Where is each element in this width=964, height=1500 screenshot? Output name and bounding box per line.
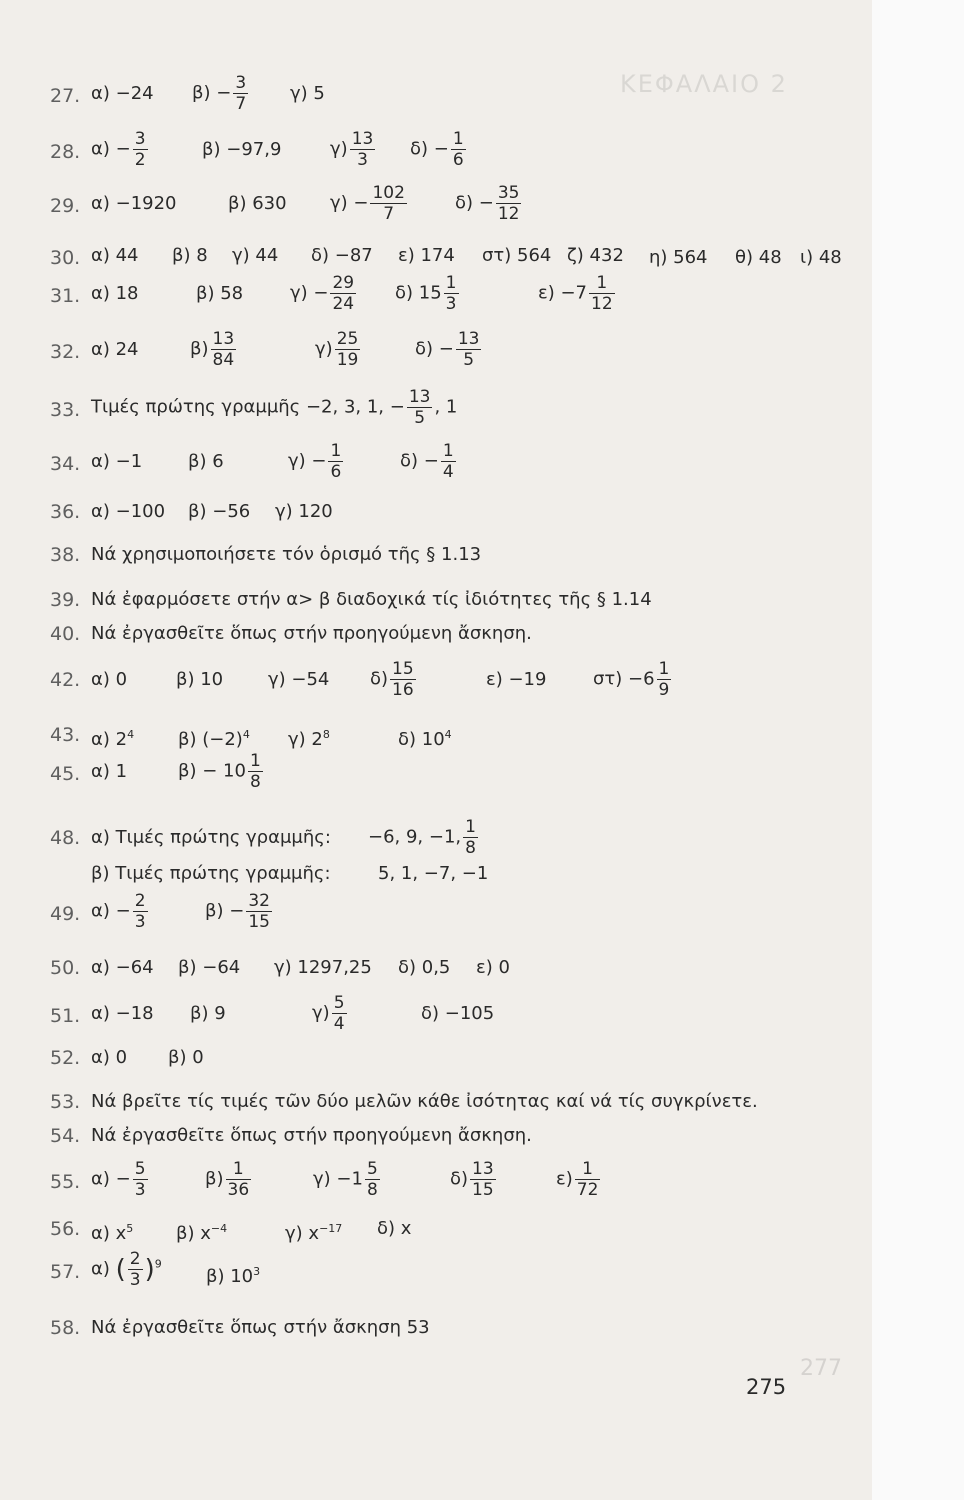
answer-text: Νά ἐργασθεῖτε ὅπως στήν προηγούμενη ἄσκηση.	[91, 1125, 532, 1146]
answer-c: γ) $\frac{25}{19}$	[315, 329, 359, 370]
answer-b: β) − $\frac{32}{15}$	[205, 891, 270, 932]
exercise-31	[0, 274, 880, 314]
answer-b: β) $x^{-4}$	[176, 1222, 228, 1244]
exercise-number: 29.	[50, 195, 81, 217]
answer-z: ζ) 432	[567, 245, 624, 266]
exercise-57	[0, 1250, 880, 1290]
answer-e: ε) 0	[476, 957, 510, 978]
answer-st: στ) 564	[482, 245, 552, 266]
answer-d: δ) x	[377, 1218, 412, 1239]
answer-a: α) − $\frac{3}{2}$	[91, 129, 146, 170]
answer-a: α) −24	[91, 83, 154, 104]
answer-c: γ) − $\frac{1}{6}$	[288, 441, 342, 482]
exercise-number: 57.	[50, 1261, 81, 1283]
answer-d: δ) 15 $\frac{1}{3}$	[395, 273, 457, 314]
answer-a: α) 44	[91, 245, 139, 266]
answer-b: β) 630	[228, 193, 287, 214]
answer-c: γ) 5	[290, 83, 325, 104]
exercise-number: 48.	[50, 827, 81, 849]
page-number: 275	[746, 1375, 787, 1399]
answer-d: δ) 0,5	[398, 957, 451, 978]
exercise-number: 33.	[50, 399, 81, 421]
answer-c: γ) $x^{-17}$	[285, 1222, 343, 1244]
answer-h: η) 564	[649, 247, 708, 268]
exercise-48	[0, 816, 880, 886]
answer-c: γ) − $\frac{102}{7}$	[330, 183, 405, 224]
answer-a: α) 0	[91, 1047, 128, 1068]
answer-a-values: −6, 9, −1, $\frac{1}{8}$	[368, 817, 476, 858]
exercise-number: 56.	[50, 1218, 81, 1240]
exercise-number: 54.	[50, 1125, 81, 1147]
answer-b: β) $\frac{1}{36}$	[205, 1159, 250, 1200]
answer-d: δ) −105	[421, 1003, 495, 1024]
answer-text: Νά βρεῖτε τίς τιμές τῶν δύο μελῶν κάθε ἰσότητας καί νά τίς συγκρίνετε.	[91, 1091, 758, 1112]
answer-a: α) − $\frac{2}{3}$	[91, 891, 146, 932]
answer-a: α) $x^5$	[91, 1222, 134, 1244]
answer-e: ε) −7 $\frac{1}{12}$	[538, 273, 613, 314]
exercise-number: 53.	[50, 1091, 81, 1113]
answer-b: β) 8	[172, 245, 208, 266]
answer-c: γ) $2^8$	[288, 728, 330, 750]
answer-b: β) 6	[188, 451, 224, 472]
answer-th: θ) 48	[735, 247, 782, 268]
exercise-49	[0, 892, 880, 932]
exercise-50	[0, 956, 880, 996]
exercise-number: 52.	[50, 1047, 81, 1069]
exercise-32	[0, 330, 880, 370]
exercise-number: 27.	[50, 85, 81, 107]
answer-d: δ) − $\frac{1}{6}$	[410, 129, 464, 170]
answer-a: α) −1	[91, 451, 143, 472]
answer-i: ι) 48	[800, 247, 842, 268]
exercise-number: 43.	[50, 724, 81, 746]
answer-d: δ) $\frac{13}{15}$	[450, 1159, 494, 1200]
answer-b: β) $\frac{13}{84}$	[190, 329, 235, 370]
exercise-38	[0, 543, 880, 583]
exercise-54	[0, 1124, 880, 1164]
answer-a: α) −64	[91, 957, 154, 978]
exercise-number: 50.	[50, 957, 81, 979]
exercise-number: 36.	[50, 501, 81, 523]
exercise-40	[0, 622, 880, 662]
answer-b: β) −56	[188, 501, 251, 522]
answer-b: β) 10	[176, 669, 224, 690]
exercise-number: 40.	[50, 623, 81, 645]
answer-e: ε) 174	[398, 245, 455, 266]
exercise-33	[0, 388, 880, 428]
answer-text: Νά ἐργασθεῖτε ὅπως στήν προηγούμενη ἄσκηση.	[91, 623, 532, 644]
answer-c: γ) 120	[275, 501, 333, 522]
answer-b: β) − 10 $\frac{1}{8}$	[178, 751, 261, 792]
exercise-34	[0, 442, 880, 482]
answer-d: δ) −87	[311, 245, 373, 266]
answer-b: β) 0	[168, 1047, 204, 1068]
answer-a: α) − $\frac{5}{3}$	[91, 1159, 146, 1200]
answer-a: α) ( $\frac{2}{3}$ )$^9$	[91, 1249, 162, 1290]
answer-d: δ) $10^4$	[398, 728, 452, 750]
answer-b-label: β) Τιμές πρώτης γραμμῆς:	[91, 863, 331, 884]
exercise-number: 42.	[50, 669, 81, 691]
answer-a: α) 18	[91, 283, 139, 304]
exercise-55	[0, 1160, 880, 1200]
exercise-29	[0, 184, 880, 224]
answer-b: β) $(-2)^4$	[178, 728, 250, 750]
answer-c: γ) $\frac{13}{3}$	[330, 129, 374, 170]
answer-b-values: 5, 1, −7, −1	[378, 863, 489, 884]
answer-text: Νά χρησιμοποιήσετε τόν ὁρισμό τῆς § 1.13	[91, 544, 482, 565]
answer-c: γ) $\frac{5}{4}$	[312, 993, 345, 1034]
show-through-mark: 277	[800, 1356, 842, 1381]
answer-a: α) 24	[91, 339, 139, 360]
answer-b: β) − $\frac{3}{7}$	[192, 73, 247, 114]
exercise-number: 38.	[50, 544, 81, 566]
exercise-28	[0, 130, 880, 170]
exercise-number: 28.	[50, 141, 81, 163]
answer-text: Νά ἐφαρμόσετε στήν α> β διαδοχικά τίς ἰδιότητες τῆς § 1.14	[91, 589, 652, 610]
exercise-number: 31.	[50, 285, 81, 307]
answer-d: δ) − $\frac{13}{5}$	[415, 329, 480, 370]
answer-d: δ) $\frac{15}{16}$	[370, 659, 414, 700]
answer-a: α) −1920	[91, 193, 177, 214]
answer-a: α) 1	[91, 761, 128, 782]
answer-a: α) $2^4$	[91, 728, 135, 750]
exercise-number: 32.	[50, 341, 81, 363]
answer-a: α) −18	[91, 1003, 154, 1024]
exercise-27	[0, 74, 880, 114]
answer-c: γ) 1297,25	[274, 957, 372, 978]
answer-b: β) $10^3$	[206, 1265, 261, 1287]
exercise-51	[0, 994, 880, 1034]
answer-text: Νά ἐργασθεῖτε ὅπως στήν ἄσκηση 53	[91, 1317, 430, 1338]
answer-b: β) −64	[178, 957, 241, 978]
answer-text: Τιμές πρώτης γραμμῆς −2, 3, 1, − $\frac{13}{5}$ , 1	[91, 387, 458, 428]
answer-d: δ) − $\frac{35}{12}$	[455, 183, 520, 224]
answer-a-label: α) Τιμές πρώτης γραμμῆς:	[91, 827, 331, 848]
answer-a: α) 0	[91, 669, 128, 690]
answer-b: β) −97,9	[202, 139, 282, 160]
exercise-number: 51.	[50, 1005, 81, 1027]
answer-c: γ) − $\frac{29}{24}$	[290, 273, 355, 314]
exercise-number: 55.	[50, 1171, 81, 1193]
answer-c: γ) 44	[232, 245, 279, 266]
show-through-header: ΚΕΦΑΛΑΙΟ 2	[620, 70, 788, 98]
exercise-number: 39.	[50, 589, 81, 611]
exercise-45	[0, 752, 880, 792]
exercise-52	[0, 1046, 880, 1086]
answer-c: γ) −54	[268, 669, 330, 690]
answer-st: στ) −6 $\frac{1}{9}$	[593, 659, 670, 700]
answer-e: ε) −19	[486, 669, 547, 690]
answer-b: β) 58	[196, 283, 244, 304]
exercise-58	[0, 1316, 880, 1356]
answer-d: δ) − $\frac{1}{4}$	[400, 441, 454, 482]
exercise-number: 45.	[50, 763, 81, 785]
answer-c: γ) −1 $\frac{5}{8}$	[313, 1159, 378, 1200]
exercise-42	[0, 660, 880, 700]
answer-b: β) 9	[190, 1003, 226, 1024]
page-edge	[872, 0, 964, 1500]
exercise-number: 34.	[50, 453, 81, 475]
exercise-number: 49.	[50, 903, 81, 925]
answer-a: α) −100	[91, 501, 166, 522]
exercise-number: 30.	[50, 247, 81, 269]
exercise-number: 58.	[50, 1317, 81, 1339]
answer-e: ε) $\frac{1}{72}$	[556, 1159, 599, 1200]
exercise-36	[0, 500, 880, 540]
